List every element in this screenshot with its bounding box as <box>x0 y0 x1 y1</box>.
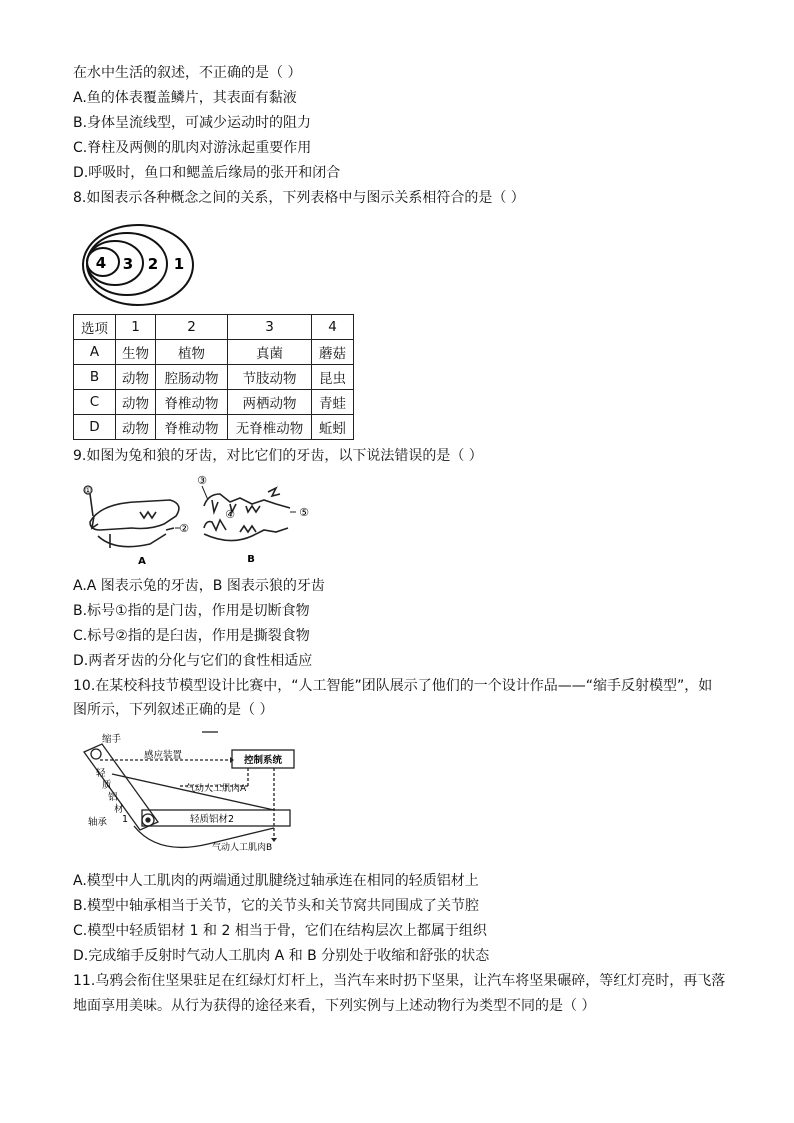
table-header-cell: 选项 <box>74 315 116 340</box>
table-cell: 蚯蚓 <box>312 415 354 440</box>
table-cell: 腔肠动物 <box>156 365 228 390</box>
label-bar1-char: 材 <box>114 804 124 815</box>
label-sensor: 感应装置 <box>144 750 183 761</box>
q10-option-c: C.模型中轻质铝材 1 和 2 相当于骨，它们在结构层次上都属于组织 <box>73 923 487 939</box>
label-control-system: 控制系统 <box>243 755 283 766</box>
label-bar1-char: 轻 <box>96 768 106 779</box>
q10-option-d: D.完成缩手反射时气动人工肌肉 A 和 B 分别处于收缩和舒张的状态 <box>73 948 490 964</box>
q9-stem: 9.如图为兔和狼的牙齿，对比它们的牙齿，以下说法错误的是（ ） <box>73 448 483 464</box>
ellipse-label-3: 3 <box>122 255 134 273</box>
marker-4: ④ <box>225 508 235 521</box>
wolf-skull-drawing <box>204 488 290 541</box>
label-muscle-b: 气动人工肌肉B <box>212 843 273 853</box>
table-row <box>74 340 354 365</box>
table-cell: 两栖动物 <box>228 390 312 415</box>
reflex-model-figure <box>78 728 310 856</box>
ellipse-label-4: 4 <box>95 254 107 272</box>
table-cell: 动物 <box>116 390 156 415</box>
q11-stem-line2: 地面享用美味。从行为获得的途径来看，下列实例与上述动物行为类型不同的是（ ） <box>73 998 596 1014</box>
q7-option-a: A.鱼的体表覆盖鳞片，其表面有黏液 <box>73 90 297 106</box>
marker-5: ⑤ <box>299 506 309 519</box>
table-cell: 青蛙 <box>312 390 354 415</box>
table-cell: B <box>74 365 116 390</box>
marker-3: ③ <box>197 474 207 487</box>
table-header-cell: 1 <box>116 315 156 340</box>
q7-option-d: D.呼吸时，鱼口和鳃盖后缘局的张开和闭合 <box>73 165 341 181</box>
table-cell: 真菌 <box>228 340 312 365</box>
table-row <box>74 390 354 415</box>
table-cell: 动物 <box>116 365 156 390</box>
table-cell: C <box>74 390 116 415</box>
q7-option-c: C.脊柱及两侧的肌肉对游泳起重要作用 <box>73 140 312 156</box>
table-cell: A <box>74 340 116 365</box>
marker-2: ② <box>179 522 189 535</box>
table-cell: 植物 <box>156 340 228 365</box>
q8-options-table <box>73 314 354 440</box>
ellipse-label-2: 2 <box>147 255 159 273</box>
q9-option-a: A.A 图表示兔的牙齿，B 图表示狼的牙齿 <box>73 578 325 594</box>
label-bearing: 轴承 <box>88 817 108 828</box>
bearing-center <box>146 818 150 822</box>
label-bar1-char: 质 <box>102 780 112 791</box>
q10-option-a: A.模型中人工肌肉的两端通过肌腱绕过轴承连在相同的轻质铝材上 <box>73 873 479 889</box>
table-header-row <box>74 315 354 340</box>
label-bar2: 轻质铝材2 <box>190 814 235 825</box>
q7-option-b: B.身体呈流线型，可减少运动时的阻力 <box>73 115 312 131</box>
table-row <box>74 365 354 390</box>
table-cell: 节肢动物 <box>228 365 312 390</box>
table-cell: 动物 <box>116 415 156 440</box>
rabbit-skull-drawing <box>90 494 179 548</box>
q9-option-d: D.两者牙齿的分化与它们的食性相适应 <box>73 653 313 669</box>
q9-option-b: B.标号①指的是门齿，作用是切断食物 <box>73 603 310 619</box>
hand-circle <box>91 749 101 759</box>
label-muscle-a: 气动人工肌肉A <box>186 784 247 794</box>
table-header-cell: 2 <box>156 315 228 340</box>
q8-stem: 8.如图表示各种概念之间的关系，下列表格中与图示关系相符合的是（ ） <box>73 190 525 206</box>
table-cell: 脊椎动物 <box>156 390 228 415</box>
table-header-cell: 4 <box>312 315 354 340</box>
q11-stem-line1: 11.乌鸦会衔住坚果驻足在红绿灯灯杆上，当汽车来时扔下坚果，让汽车将坚果碾碎，等红灯亮时，再飞落 <box>73 973 726 989</box>
teeth-figure <box>80 472 330 568</box>
figure-label-b: B <box>247 554 255 565</box>
table-cell: D <box>74 415 116 440</box>
label-bar1-char: 铝 <box>108 792 118 803</box>
q7-stem: 在水中生活的叙述，不正确的是（ ） <box>73 65 302 81</box>
table-row <box>74 415 354 440</box>
table-header-cell: 3 <box>228 315 312 340</box>
table-cell: 无脊椎动物 <box>228 415 312 440</box>
q10-stem-line2: 图所示，下列叙述正确的是（ ） <box>73 702 274 718</box>
table-cell: 蘑菇 <box>312 340 354 365</box>
nested-ellipses-diagram <box>80 222 198 308</box>
ellipse-label-1: 1 <box>173 255 185 273</box>
figure-label-a: A <box>138 556 146 567</box>
table-cell: 脊椎动物 <box>156 415 228 440</box>
table-cell: 生物 <box>116 340 156 365</box>
q10-stem-line1: 10.在某校科技节模型设计比赛中，“人工智能”团队展示了他们的一个设计作品——“缩手反射模型”，如 <box>73 678 713 694</box>
label-bar1-char: 1 <box>122 814 129 825</box>
label-hand: 缩手 <box>102 734 122 745</box>
marker-1: ① <box>84 486 92 495</box>
q10-option-b: B.模型中轴承相当于关节，它的关节头和关节窝共同围成了关节腔 <box>73 898 480 914</box>
table-cell: 昆虫 <box>312 365 354 390</box>
q9-option-c: C.标号②指的是臼齿，作用是撕裂食物 <box>73 628 310 644</box>
